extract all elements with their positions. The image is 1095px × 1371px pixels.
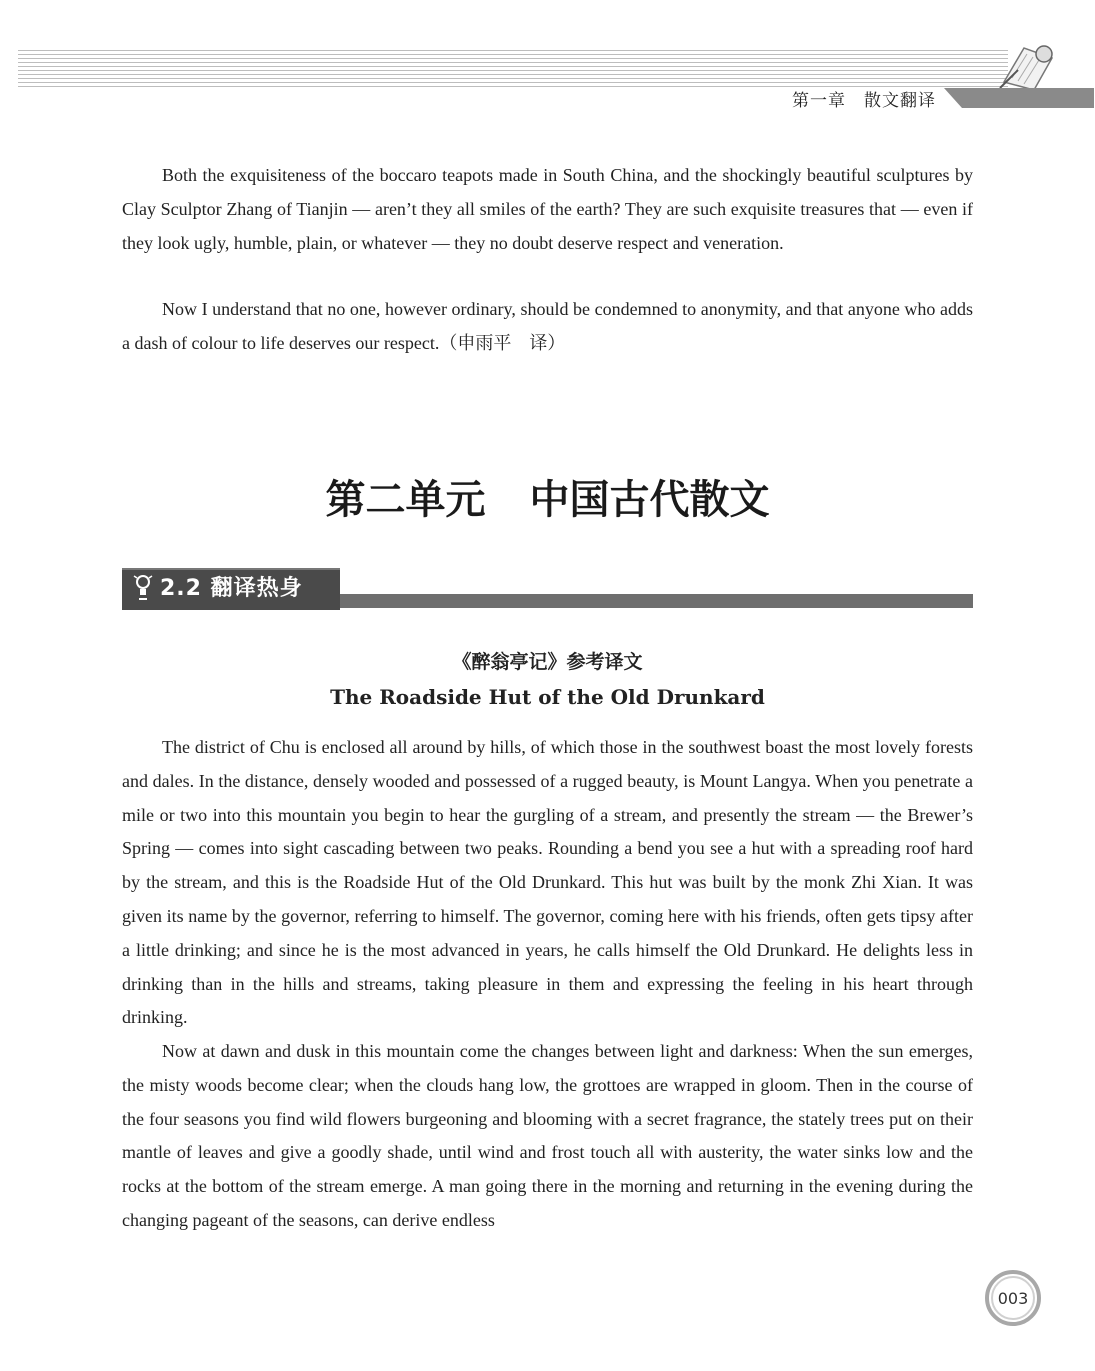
body-paragraph: Now at dawn and dusk in this mountain come the changes between light and darkness: When the sun emerges, the misty woods become clear; when the clouds hang low, the grottoes are wrapped in gloom. Then in the course of the four seasons you find wild flowers burgeoning and blooming with a secret fragrance, the stately trees put on their mantle of leaves and give a goodly shade, until wind and frost touch all with austerity, the water sinks low and the rocks at the bottom of the stream emerge. A man going there in the morning and returning in the evening during the changing pageant of the seasons, can derive endless — [122, 1041, 973, 1230]
body-paragraph: The district of Chu is enclosed all around by hills, of which those in the southwest boast the most lovely forests and dales. In the distance, densely wooded and possessed of a rugged beauty, is Mount Langya. When you penetrate a mile or two into this mountain you begin to hear the gurgling of a stream, and presently the stream — the Brewer’s Spring — comes into sight cascading between two peaks. Rounding a bend you see a hut with a spreading roof hard by the stream, and this is the Roadside Hut of the Old Drunkard. This hut was built by the monk Zhi Xian. It was given its name by the governor, referring to himself. The governor, coming here with his friends, often gets tipsy after a little drinking; and since he is the most advanced in years, he calls himself the Old Drunkard. He delights less in drinking than in the hills and streams, taking pleasure in them and expressing the feeling in his heart through drinking. — [122, 737, 973, 1028]
bulb-icon — [132, 572, 154, 604]
header-decoration-lines — [18, 50, 1008, 88]
unit-title — [0, 468, 1095, 525]
unit-name: 中国古代散文 — [529, 477, 770, 523]
document-icon — [994, 40, 1064, 95]
reference-title-en: The Roadside Hut of the Old Drunkard — [330, 685, 765, 709]
body-paragraph: Both the exquisiteness of the boccaro teapots made in South China, and the shockingly beautiful sculptures by Clay Sculptor Zhang of Tianjin — aren’t they all smiles of the earth? They are such exquisite treasures that — even if they look ugly, humble, plain, or whatever — they no doubt deserve respect and veneration. — [122, 165, 973, 253]
reference-title-cn: 《醉翁亭记》参考译文 — [452, 651, 643, 673]
unit-number: 第二单元 — [325, 477, 486, 523]
chapter-number: 第一章 — [792, 91, 846, 111]
section-label: 2.2 翻译热身 — [160, 576, 303, 601]
chapter-title: 散文翻译 — [864, 91, 936, 111]
body-paragraph: Now I understand that no one, however ordinary, should be condemned to anonymity, and that anyone who adds a dash of colour to life deserves our respect.（申雨平 译） — [122, 299, 973, 353]
header-arrow-band — [944, 88, 1094, 108]
page-number: 003 — [991, 1276, 1035, 1320]
running-header — [792, 86, 936, 111]
